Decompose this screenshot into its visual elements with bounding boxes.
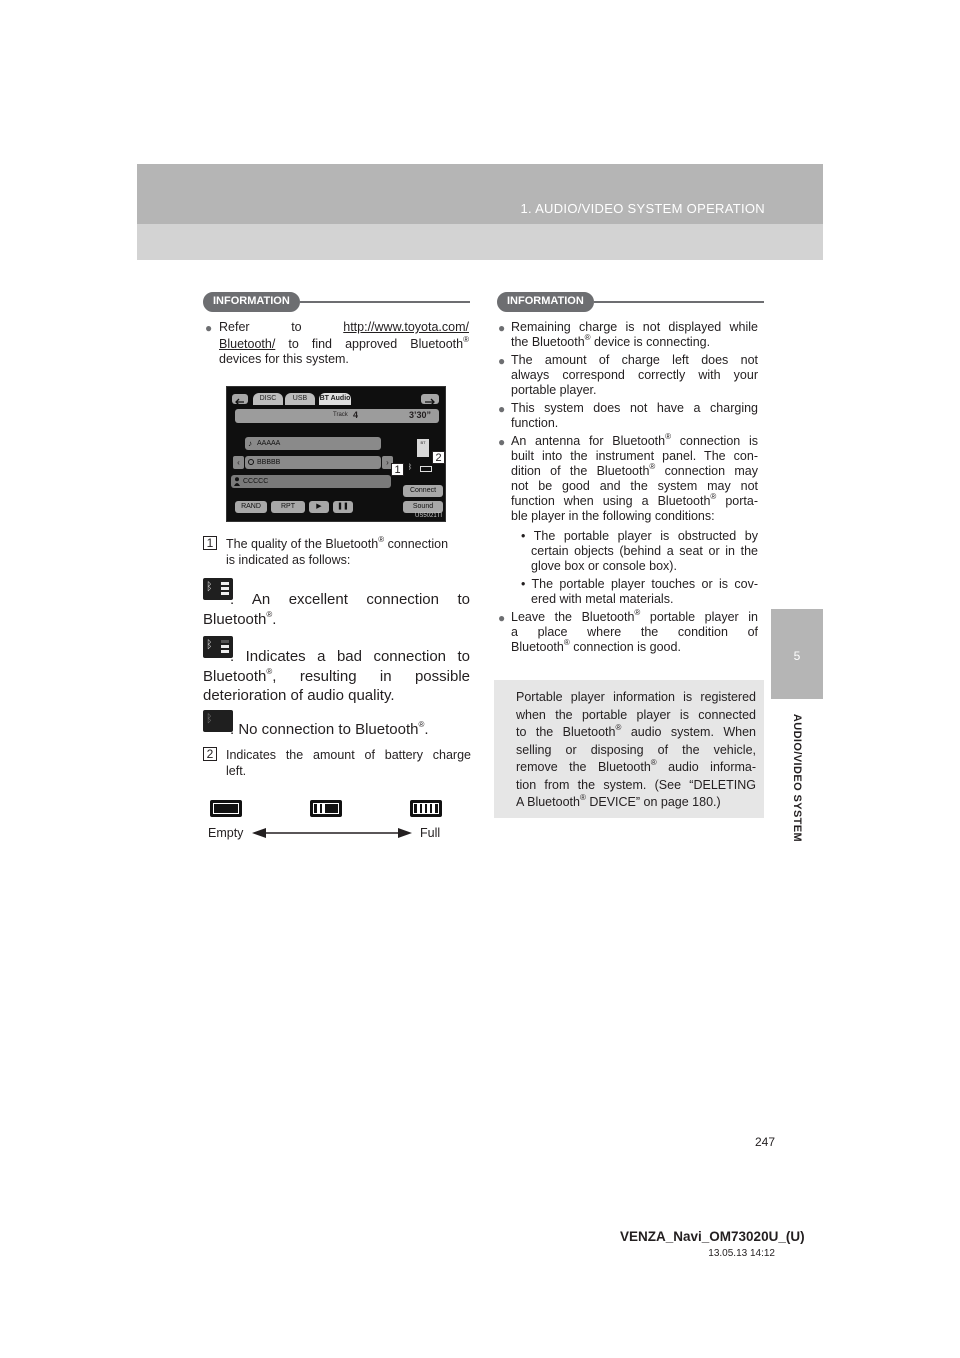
page-number: 247 — [754, 1135, 775, 1149]
quality-bad-line2: Bluetooth®, resulting in possible — [203, 667, 470, 685]
forward-arrow-icon — [421, 394, 439, 404]
disc-icon — [248, 459, 254, 465]
bullet-icon: ● — [205, 321, 213, 335]
info-bullet-line: Bluetooth® connection is good. — [511, 637, 681, 654]
information-label-right: INFORMATION — [497, 292, 594, 312]
header-subband — [137, 224, 823, 260]
battery-empty-icon — [210, 800, 242, 817]
track-number: 4 — [353, 410, 359, 420]
image-code: US5021TI — [414, 513, 442, 519]
note-line: to the Bluetooth® audio system. When — [516, 722, 757, 739]
music-note-icon: ♪ — [248, 439, 252, 448]
note-line: remove the Bluetooth® audio informa- — [516, 757, 757, 774]
battery-full-icon — [410, 800, 442, 817]
item-number-1: 1 — [203, 536, 217, 550]
pause-icon: ❚❚ — [333, 501, 353, 513]
refer-line-3: devices for this system. — [219, 352, 349, 366]
refer-line-1: Refer to http://www.toyota.com/ — [219, 320, 469, 334]
bullet-icon: ● — [498, 321, 506, 335]
bullet-icon: ● — [498, 611, 506, 625]
item2-line1: Indicates the amount of battery charge — [226, 748, 471, 762]
tab-usb: USB — [285, 393, 315, 405]
quality-none-line: : No connection to Bluetooth®. — [230, 720, 429, 738]
info-bullet-line: This system does not have a charging — [511, 401, 758, 415]
sound-button: Sound — [403, 501, 443, 513]
bluetooth-bad-icon: ᛒ — [203, 636, 233, 658]
battery-full-label: Full — [420, 826, 441, 840]
chapter-title-vertical — [789, 680, 805, 880]
quality-bad-line1: : Indicates a bad connection to — [230, 648, 470, 665]
section-title: 1. AUDIO/VIDEO SYSTEM OPERATION — [520, 201, 765, 216]
info-bullet-line: built into the instrument panel. The con- — [511, 449, 758, 463]
battery-empty-label: Empty — [208, 826, 244, 840]
chapter-number: 5 — [793, 649, 801, 663]
tab-bt-audio: BT Audio — [319, 393, 351, 405]
info-bullet-line: function when using a Bluetooth® porta- — [511, 491, 758, 508]
chapter-title: AUDIO/VIDEO SYSTEM — [791, 713, 803, 843]
info-bullet-line: Leave the Bluetooth® portable player in — [511, 607, 758, 624]
bullet-icon: ● — [498, 435, 506, 449]
audio-screen-image — [226, 386, 446, 522]
information-label-left: INFORMATION — [203, 292, 300, 312]
info-bullet-line: The amount of charge left does not — [511, 353, 758, 367]
battery-half-icon — [310, 800, 342, 817]
note-line: A Bluetooth® DEVICE” on page 180.) — [516, 792, 721, 809]
rand-button: RAND — [235, 501, 267, 513]
info-subitem-line: glove box or console box). — [531, 559, 677, 573]
info-subitem-line: ered with metal materials. — [531, 592, 674, 606]
info-bullet-line: ble player in the following conditions: — [511, 509, 715, 523]
track-time: 3’30” — [408, 410, 431, 420]
row-album: BBBBB — [245, 456, 381, 469]
item-number-2: 2 — [203, 747, 217, 761]
item2-line2: left. — [226, 764, 247, 778]
footer-date: 13.05.13 14:12 — [708, 1248, 775, 1259]
info-bullet-line: the Bluetooth® device is connecting. — [511, 332, 711, 349]
quality-excellent-line2: Bluetooth®. — [203, 610, 277, 628]
bluetooth-icon: ᛒ — [408, 464, 413, 471]
row-title: CCCCC — [231, 475, 391, 488]
battery-icon — [420, 466, 432, 472]
info-bullet-line: not be good and the system may not — [511, 479, 758, 493]
info-bullet-line: portable player. — [511, 383, 597, 397]
note-line: when the portable player is connected — [516, 707, 756, 722]
play-icon: ▶ — [309, 501, 329, 513]
info-bullet-line: a place where the condition of — [511, 625, 758, 639]
info-bullet-line: always correspond correctly with your — [511, 368, 758, 382]
note-line: Portable player information is registered — [516, 690, 756, 704]
bluetooth-excellent-icon: ᛒ — [203, 578, 233, 600]
prev-chevron-icon: ‹ — [233, 456, 244, 469]
quality-bad-line3: deterioration of audio quality. — [203, 687, 395, 704]
next-chevron-icon: › — [382, 456, 393, 469]
header-band — [137, 164, 823, 224]
refer-line-2: Bluetooth/ to find approved Bluetooth® — [219, 334, 469, 351]
double-arrow-icon — [252, 826, 412, 840]
rpt-button: RPT — [271, 501, 305, 513]
item1-line2: is indicated as follows: — [226, 553, 351, 567]
track-label: Track — [333, 412, 348, 418]
callout-2: 2 — [432, 451, 445, 464]
info-bullet-line: An antenna for Bluetooth® connection is — [511, 431, 758, 448]
info-subitem-line: • The portable player touches or is cov- — [521, 577, 758, 591]
bullet-icon: ● — [498, 402, 506, 416]
connect-button: Connect — [403, 485, 443, 497]
callout-1: 1 — [391, 463, 404, 476]
bullet-icon: ● — [498, 354, 506, 368]
tab-disc: DISC — [253, 393, 283, 405]
footer-model: VENZA_Navi_OM73020U_(U) — [620, 1229, 805, 1244]
back-arrow-icon — [232, 394, 248, 404]
toyota-url-link[interactable]: http://www.toyota.com/ — [343, 320, 469, 334]
info-bullet-line: function. — [511, 416, 559, 430]
track-bar — [235, 409, 439, 423]
info-subitem-line: certain objects (behind a seat or in the — [531, 544, 758, 558]
note-line: selling or disposing of the vehicle, — [516, 742, 756, 757]
info-bullet-line: dition of the Bluetooth® connection may — [511, 461, 758, 478]
note-line: tion from the system. (See “DELETING — [516, 777, 756, 792]
person-icon — [234, 477, 240, 485]
bt-badge: BT — [417, 439, 429, 457]
toyota-url-link-cont[interactable]: Bluetooth/ — [219, 337, 276, 351]
item1-line1: The quality of the Bluetooth® connection — [226, 534, 449, 551]
information-rule-left — [300, 301, 470, 303]
note-box — [494, 680, 764, 818]
info-subitem-line: • The portable player is obstructed by — [521, 529, 758, 543]
information-rule-right — [594, 301, 764, 303]
info-bullet-line: Remaining charge is not displayed while — [511, 320, 758, 334]
bluetooth-none-icon: ᛒ — [203, 710, 233, 732]
row-artist: ♪ AAAAA — [245, 437, 381, 450]
quality-excellent-line1: : An excellent connection to — [230, 591, 470, 608]
